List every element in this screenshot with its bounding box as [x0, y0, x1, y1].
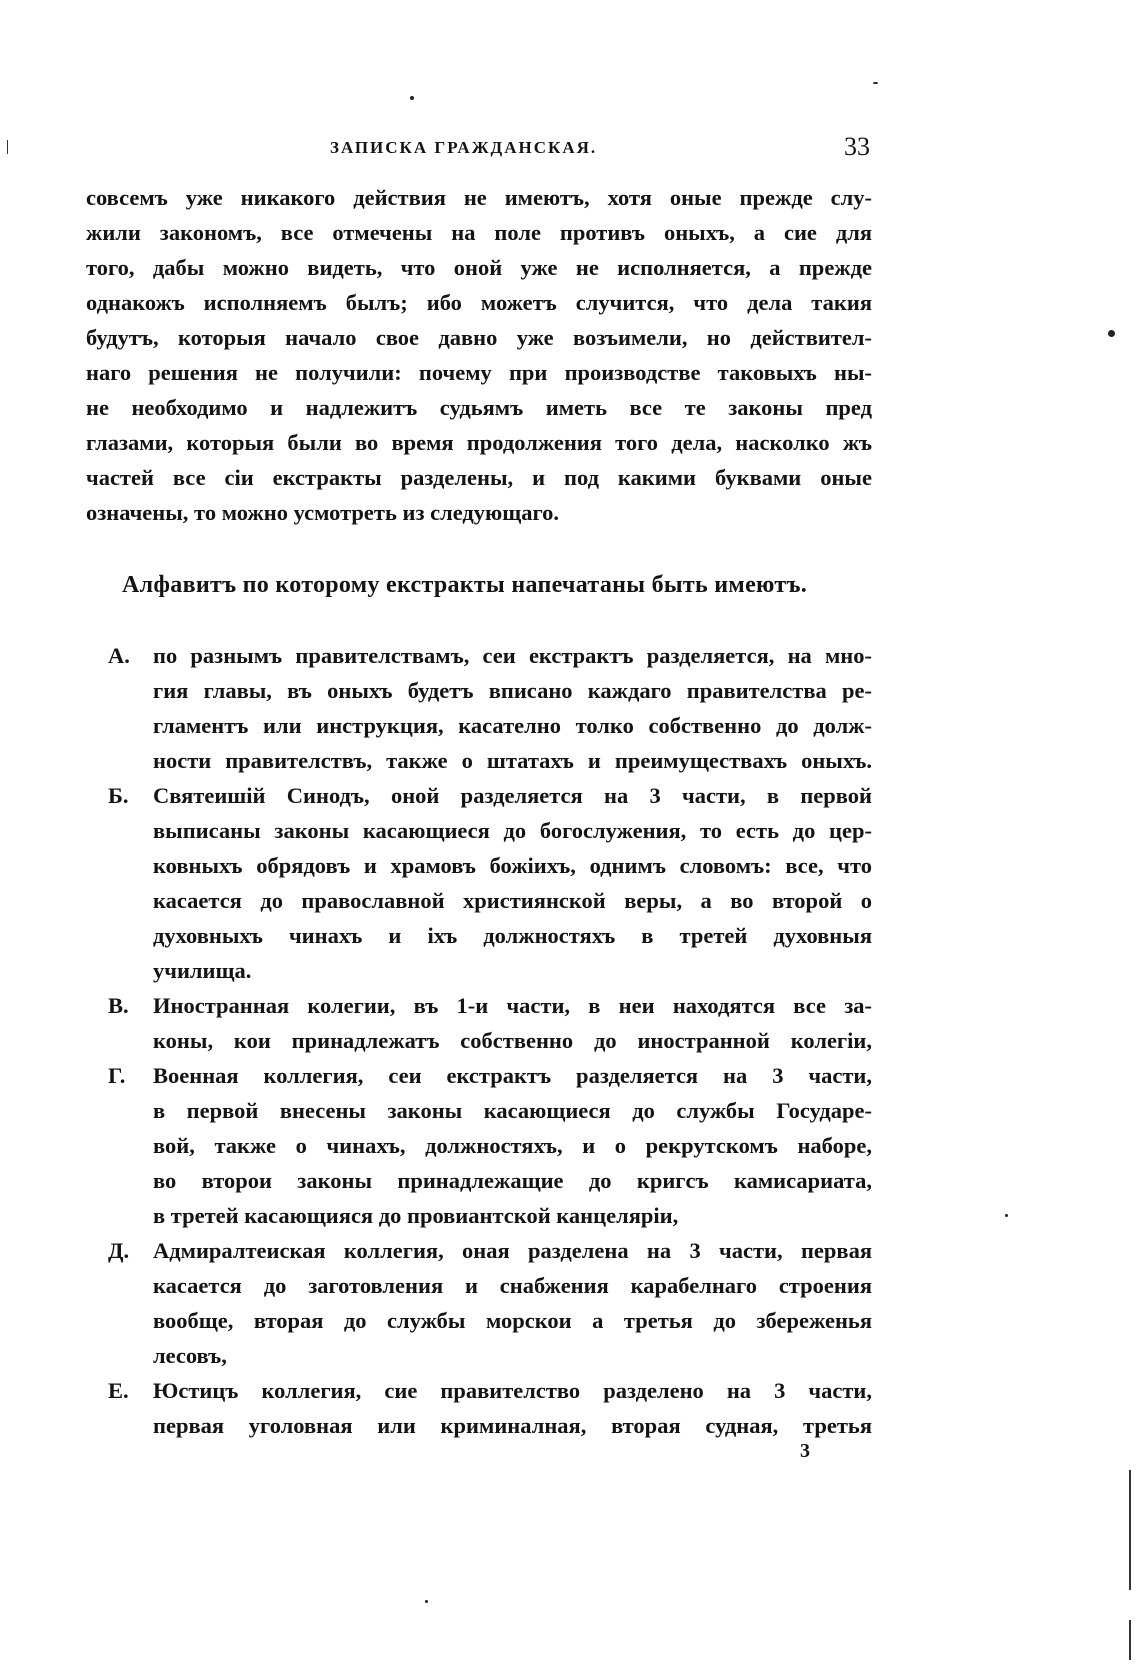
scan-speck [1005, 1214, 1008, 1217]
scan-speck [1108, 330, 1115, 337]
text-line: Адмиралтеиская коллегия, оная разделена на 3 части, первая [153, 1238, 872, 1263]
text-line: совсемъ уже никакого действия не имеютъ, хотя оные прежде слу- [86, 185, 872, 210]
entry-g [108, 1058, 872, 1233]
entry-b [108, 778, 872, 988]
signature-mark: 3 [800, 1440, 810, 1462]
text-line: частей все сіи екстракты разделены, и под какими буквами оные [86, 465, 872, 490]
running-title: ЗАПИСКА ГРАЖДАНСКАЯ. [330, 138, 598, 157]
text-line: ковныхъ обрядовъ и храмовъ божіихъ, однимъ словомъ: все, что [153, 853, 872, 878]
text-line: гия главы, въ оныхъ будетъ вписано каждаго правителства ре- [153, 678, 872, 703]
text-line: во вторoи законы принадлежащие до кригсъ камисариата, [153, 1168, 872, 1193]
entry-letter: Е. [108, 1378, 129, 1403]
page-header [330, 132, 870, 162]
entry-letter: Д. [108, 1238, 130, 1263]
text-line: Военная коллегия, сеи екстрактъ разделяется на 3 части, [153, 1063, 872, 1088]
text-line: училища. [153, 958, 252, 983]
text-line: в первой внесены законы касающиеся до службы Государе- [153, 1098, 872, 1123]
text-line: первая уголовная или криминалная, вторая судная, третья [153, 1413, 872, 1438]
text-line: того, дабы можно видеть, что оной уже не исполняется, а прежде [86, 255, 872, 280]
text-line: вообще, вторая до службы морскои а третья до збереженья [153, 1308, 872, 1333]
text-line: гламентъ или инструкция, касателно толко собственно до долж- [153, 713, 872, 738]
text-line: Юстицъ коллегия, сие правителство разделено на 3 части, [153, 1378, 872, 1403]
entry-v [108, 988, 872, 1058]
intro-paragraph [86, 180, 872, 530]
entry-letter: А. [108, 643, 130, 668]
entry-letter: Г. [108, 1063, 126, 1088]
alphabet-entries [108, 638, 872, 1443]
entry-a [108, 638, 872, 778]
text-line: вой, также о чинахъ, должностяхъ, и о рекрутскомъ наборе, [153, 1133, 872, 1158]
text-line: касается до православной християнской веры, а во второй о [153, 888, 872, 913]
entry-e [108, 1373, 872, 1443]
section-heading: Алфавитъ по которому екстракты напечатаны быть имеютъ. [122, 572, 808, 598]
text-line: духовныхъ чинахъ и іхъ должностяхъ в третей духовныя [153, 923, 872, 948]
page-number: 33 [844, 132, 870, 161]
text-line: лесовъ, [153, 1343, 227, 1368]
text-line: коны, кои принадлежатъ собственно до иностранной колегіи, [153, 1028, 872, 1053]
text-line: будутъ, которыя начало свое давно уже возъимели, но действител- [86, 325, 872, 350]
text-line: однакожъ исполняемъ былъ; ибо можетъ случится, что дела такия [86, 290, 872, 315]
text-line: не необходимо и надлежитъ судьямъ иметь все те законы пред [86, 395, 872, 420]
text-line: Святеишій Синодъ, оной разделяется на 3 части, в первой [153, 783, 872, 808]
text-line: Иностранная колегии, въ 1-и части, в неи находятся все за- [153, 993, 872, 1018]
text-line: глазами, которыя были во время продолжения того дела, насколко жъ [86, 430, 872, 455]
text-line: наго решения не получили: почему при производстве таковыхъ ны- [86, 360, 872, 385]
scan-speck [873, 82, 878, 84]
scan-edge-line [7, 140, 8, 154]
text-line: по разнымъ правителствамъ, сеи екстрактъ разделяется, на мно- [153, 643, 872, 668]
text-line: выписаны законы касающиеся до богослужения, то есть до цер- [153, 818, 872, 843]
entry-letter: Б. [108, 783, 129, 808]
scan-edge-line [1129, 1620, 1131, 1660]
text-line: жили закономъ, все отмечены на поле противъ оныхъ, а сие для [86, 220, 872, 245]
scan-edge-line [1129, 1470, 1131, 1590]
text-line: ности правителствъ, также о штатахъ и преимуществахъ оныхъ. [153, 748, 872, 773]
scan-speck [410, 96, 414, 100]
entry-d [108, 1233, 872, 1373]
text-line: означены, то можно усмотреть из следующаго. [86, 500, 560, 525]
text-line: в третей касающияся до провиантской канцеляріи, [153, 1203, 679, 1228]
entry-letter: В. [108, 993, 129, 1018]
scan-speck [425, 1600, 428, 1603]
text-line: касается до заготовления и снабжения карабелнаго строения [153, 1273, 872, 1298]
